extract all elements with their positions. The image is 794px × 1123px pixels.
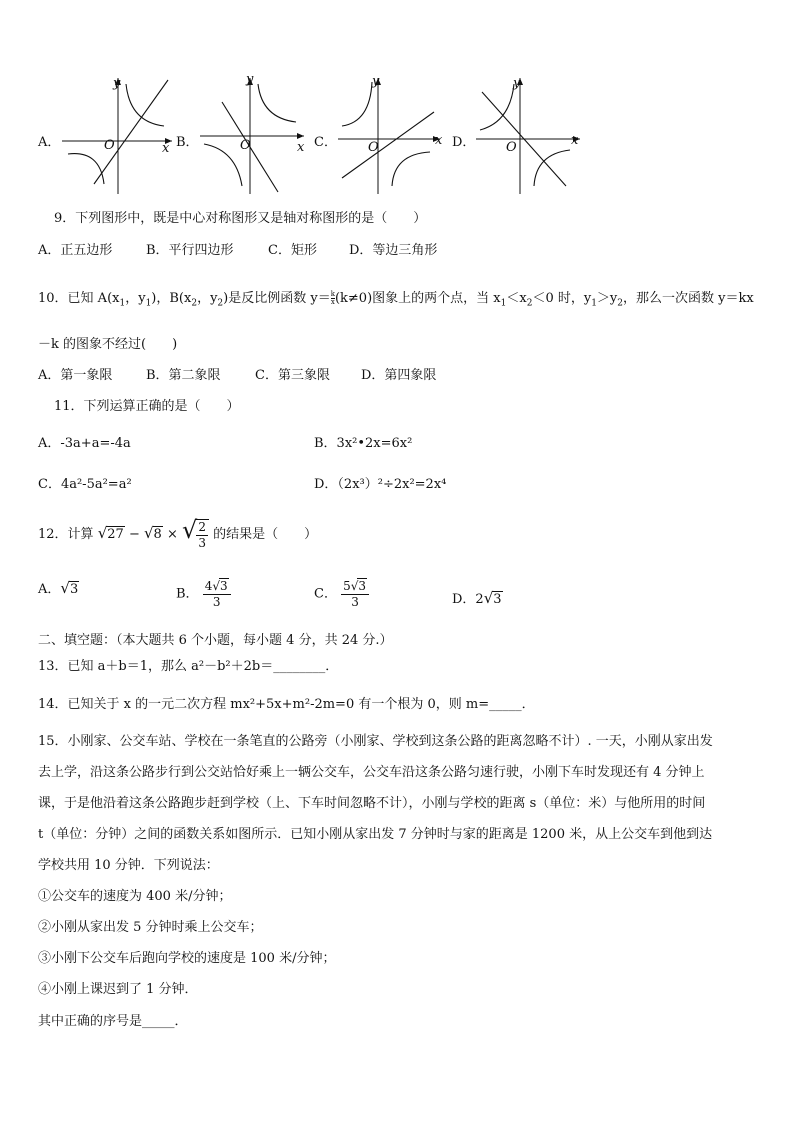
- q15-item-1: ①公交车的速度为 400 米/分钟；: [38, 889, 232, 904]
- q8-option-d-label: D．: [452, 135, 476, 150]
- q9-option-a: A．正五边形: [38, 243, 113, 258]
- q15-item-3: ③小刚下公交车后跑向学校的速度是 100 米/分钟；: [38, 951, 336, 966]
- q13: 13．已知 a＋b＝1，那么 a²－b²＋2b＝________．: [38, 659, 339, 674]
- q8-d-y-label: y: [513, 76, 521, 91]
- q12-option-b: B． $\frac{4√3}{3}$: [176, 578, 231, 610]
- q12-option-d: D．2√3: [452, 589, 502, 607]
- q11-option-a: A．-3a+a=-4a: [38, 436, 131, 451]
- q8-d-origin: O: [506, 140, 517, 155]
- q15-line-3: 课，于是他沿着这条公路跑步赶到学校（上、下车时间忽略不计），小刚与学校的距离 s（单位：米）与他所用的时间: [38, 796, 706, 811]
- q15-line-5: 学校共用 10 分钟．下列说法：: [38, 858, 219, 873]
- q9-option-b: B．平行四边形: [146, 243, 234, 258]
- q15-ending: 其中正确的序号是_____．: [38, 1014, 188, 1029]
- q8-option-a-label: A．: [38, 135, 61, 150]
- q8-graph-b: [198, 74, 310, 196]
- q8-option-b-label: B．: [176, 135, 199, 150]
- q12-stem: 12．计算 √27 − √8 × √ $\frac{2}{3}$ 的结果是（ ）: [38, 516, 318, 550]
- q12-option-a: A．√3: [38, 579, 79, 597]
- q15-item-2: ②小刚从家出发 5 分钟时乘上公交车；: [38, 920, 263, 935]
- q8-a-y-label: y: [113, 76, 121, 91]
- q8-c-y-label: y: [372, 74, 380, 89]
- q8-b-y-label: y: [246, 72, 254, 87]
- q8-option-c-label: C．: [314, 135, 337, 150]
- q9-option-c: C．矩形: [268, 243, 317, 258]
- section-2-heading: 二、填空题：（本大题共 6 个小题，每小题 4 分，共 24 分.）: [38, 633, 393, 648]
- q15-line-4: t（单位：分钟）之间的函数关系如图所示．已知小刚从家出发 7 分钟时与家的距离是 1200 米，从上公交车到他到达: [38, 827, 713, 842]
- q10-option-d: D．第四象限: [361, 368, 437, 383]
- q10-stem-line2: －k 的图象不经过( ): [38, 337, 178, 352]
- q11-option-b: B．3x²•2x=6x²: [314, 436, 413, 451]
- q8-a-x-label: x: [162, 141, 170, 156]
- q10-option-c: C．第三象限: [255, 368, 330, 383]
- q8-d-x-label: x: [571, 133, 579, 148]
- q8-a-origin: O: [104, 138, 115, 153]
- q10-option-a: A．第一象限: [38, 368, 113, 383]
- q15-line-1: 15．小刚家、公交车站、学校在一条笔直的公路旁（小刚家、学校到这条公路的距离忽略不计）. 一天，小刚从家出发: [38, 734, 713, 749]
- q8-c-x-label: x: [435, 133, 443, 148]
- q14: 14．已知关于 x 的一元二次方程 mx²+5x+m²-2m=0 有一个根为 0，则 m=_____．: [38, 697, 535, 712]
- q8-graph-c: [336, 74, 448, 196]
- q8-b-origin: O: [240, 138, 251, 153]
- q8-b-x-label: x: [297, 140, 305, 155]
- q11-stem: 11．下列运算正确的是（ ）: [54, 399, 240, 414]
- q12-option-c: C． $\frac{5√3}{3}$: [314, 578, 369, 610]
- q9-option-d: D．等边三角形: [349, 243, 438, 258]
- q8-graph-d: [474, 74, 586, 196]
- q8-c-origin: O: [368, 140, 379, 155]
- q11-option-d: D．（2x³）²÷2x²=2x⁴: [314, 477, 447, 492]
- q8-graph-a: [60, 74, 178, 196]
- q11-option-c: C．4a²-5a²=a²: [38, 477, 132, 492]
- q15-line-2: 去上学，沿这条公路步行到公交站恰好乘上一辆公交车，公交车沿这条公路匀速行驶，小刚下车时发现还有 4 分钟上: [38, 765, 705, 780]
- q15-item-4: ④小刚上课迟到了 1 分钟．: [38, 982, 198, 997]
- q10-option-b: B．第二象限: [146, 368, 221, 383]
- q10-stem-line1: 10．已知 $A(x_1$，$y_1$)，$B(x_2$，$y_2$)是反比例函数 y＝ $\frac{k}{x}$ (k≠0)图象上的两个点，当 $x_1<x_2<0$ 时，$y_1>y_2$，那么一次函数 y＝kx: [38, 290, 754, 309]
- q9-stem: 9．下列图形中，既是中心对称图形又是轴对称图形的是（ ）: [54, 211, 427, 226]
- q10-fraction: $\frac{k}{x}$: [330, 290, 335, 306]
